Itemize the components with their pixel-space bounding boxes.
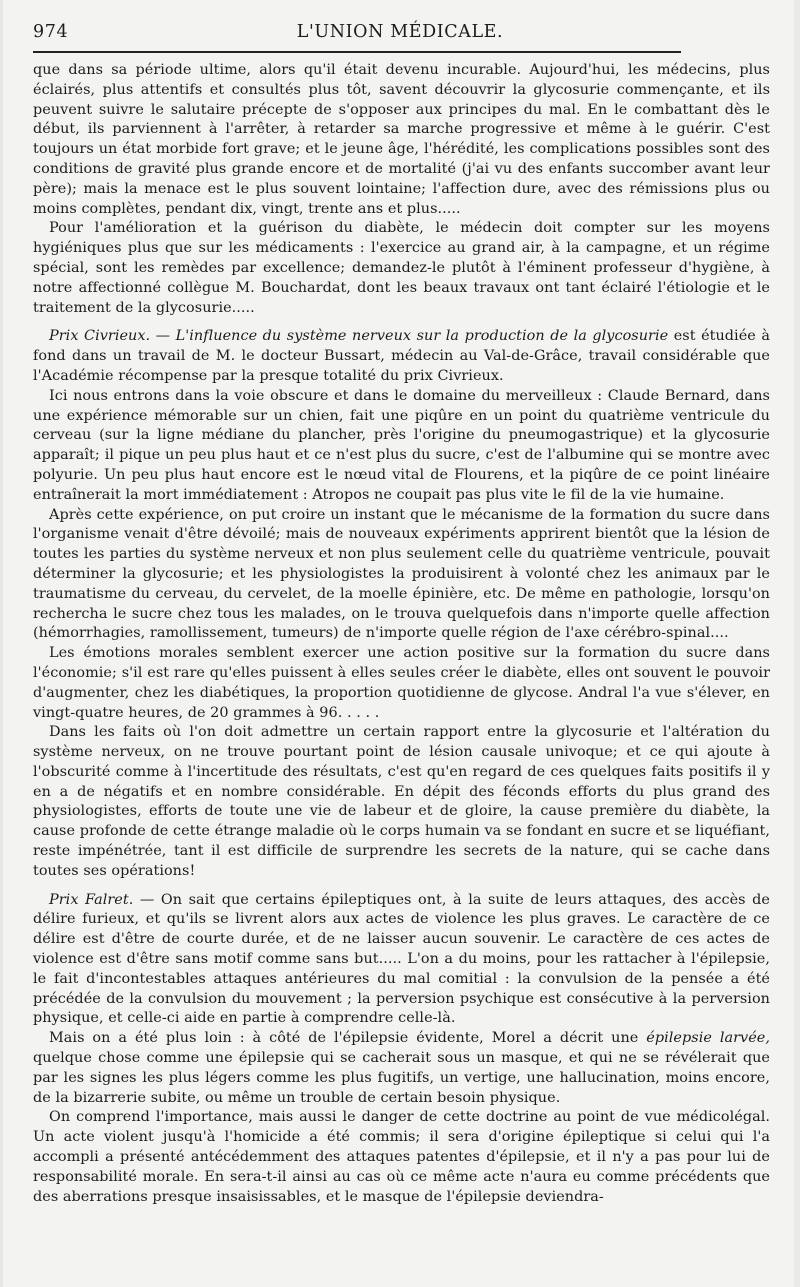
italic-term: épilepsie larvée,: [646, 1030, 770, 1047]
paragraph-systeme-nerveux: Dans les faits où l'on doit admettre un certain rapport entre la glycosurie et l'altération du système nerveux, on ne trouve pourtant point de lésion causale univoque; et ce qui ajoute à l'obscurité comme à l'incertitude des résultats, c'est qu'en regard de ces quelques faits positifs il y en a de négatifs et en nombre considérable. En dépit des féconds efforts du plus grand des physiologistes, efforts de toute une vie de labeur et de gloire, la cause première du diabète, la cause profonde de cette étrange maladie où le corps humain va se fondant en sucre et se liquéfiant, reste impénétrée, tant il est difficile de surprendre les secrets de la nature, qui se cache dans toutes ses opérations!: [33, 724, 770, 879]
running-header: [33, 22, 770, 42]
text-segment: quelque chose comme une épilepsie qui se cacherait sous un masque, et qui ne se révélerait que par les signes les plus légers comme les plus fugitifs, un vertige, une hallucination, moins encore, de la bizarrerie subite, ou même un trouble de certain besoin physique.: [33, 1050, 770, 1106]
page-edge-shadow: [0, 0, 3, 1287]
paragraph-continuation: que dans sa période ultime, alors qu'il était devenu incurable. Aujourd'hui, les médecins, plus éclairés, plus attentifs et consultés plus tôt, savent découvrir la glycosurie commençante, et ils peuvent suivre le salutaire précepte de s'opposer aux principes du mal. En le combattant dès le début, ils parviennent à l'arrêter, à retarder sa marche progressive et même à le guérir. C'est toujours un état morbide fort grave; et le jeune âge, l'hérédité, les complications possibles sont des conditions de gravité plus grande encore et de mortalité (j'ai vu des enfants succomber avant leur père); mais la menace est le plus souvent lointaine; l'affection dure, avec des rémissions plus ou moins complètes, pendant dix, vingt, trente ans et plus.....: [33, 62, 770, 217]
prize-subject: L'influence du système nerveux sur la production de la glycosurie: [175, 328, 669, 345]
paragraph-emotions: Les émotions morales semblent exercer une action positive sur la formation du sucre dans l'économie; s'il est rare qu'elles puissent à elles seules créer le diabète, elles ont souvent le pouvoir d'augmenter, chez les diabétiques, la proportion quotidienne de glycose. Andral l'a vue s'élever, en vingt-quatre heures, de 20 grammes à 96. . . . .: [33, 645, 770, 721]
paragraph-epilepsie-larvee: [33, 1029, 770, 1108]
paragraph-hygiene: Pour l'amélioration et la guérison du diabète, le médecin doit compter sur les moyens hygiéniques plus que sur les médicaments : l'exercice au grand air, à la campagne, et un régime spécial, sont les remèdes par excellence; demandez-le plutôt à l'éminent professeur d'hygiène, à notre affectionné collègue M. Bouchardat, dont les beaux travaux ont tant éclairé l'étiologie et le traitement de la glycosurie.....: [33, 220, 770, 316]
page-number: 974: [33, 22, 69, 42]
paragraph-medico-legal: On comprend l'importance, mais aussi le danger de cette doctrine au point de vue médicolégal. Un acte violent jusqu'à l'homicide a été commis; il sera d'origine épileptique si celui qui l'a accompli a présenté antécédemment des attaques patentes d'épilepsie, et il n'y a pas pour lui de responsabilité morale. En sera-t-il ainsi au cas où ce même acte n'aura eu comme précédents que des aberrations presque insaisissables, et le masque de l'épilepsie deviendra-: [33, 1109, 770, 1205]
page-edge-shadow-right: [794, 0, 800, 1287]
paragraph-claude-bernard: Ici nous entrons dans la voie obscure et dans le domaine du merveilleux : Claude Bernard, dans une expérience mémorable sur un chien, fait une piqûre en un point du quatrième ventricule du cerveau (sur la ligne médiane du plancher, près l'origine du pneumogastrique) et la glycosurie apparaît; il pique un peu plus haut et ce n'est plus du sucre, c'est de l'albumine qui se montre avec polyurie. Un peu plus haut encore est le nœud vital de Flourens, et la piqûre de ce point linéaire entraînerait la mort immédiatement : Atropos ne coupait pas plus vite le fil de la vie humaine.: [33, 387, 770, 503]
paragraph-experience: Après cette expérience, on put croire un instant que le mécanisme de la formation du sucre dans l'organisme venait d'être dévoilé; mais de nouveaux expériments apprirent bientôt que la lésion de toutes les parties du système nerveux et non plus seulement celle du quatrième ventricule, pouvait déterminer la glycosurie; et les physiologistes la produisirent à volonté chez les animaux par le traumatisme du cerveau, du cervelet, de la moelle épinière, etc. De même en pathologie, lorsqu'on rechercha le sucre chez tous les malades, on le trouva quelquefois dans n'importe quelle affection (hémorrhagies, ramollissement, tumeurs) de n'importe quelle région de l'axe cérébro-spinal....: [33, 506, 770, 642]
paragraph-prix-falret: [33, 891, 770, 1030]
prize-dash: —: [150, 328, 176, 345]
article-body: [33, 61, 770, 1207]
header-rule: [33, 51, 681, 53]
prize-text-falret: — On sait que certains épileptiques ont, à la suite de leurs attaques, des accès de délire furieux, et qu'ils se livrent alors aux actes de violence les plus graves. Le caractère de ce délire est d'être de courte durée, et de ne laisser aucun souvenir. Le caractère de ces actes de violence est d'être sans motif comme sans but..... L'on a du moins, pour les rattacher à l'épilepsie, le fait d'incontestables attaques antérieures du mal comitial : la convulsion de la pensée a été précédée de la convulsion du mouvement ; la perversion psychique est consécutive à la perversion physique, et celle-ci aide en partie à comprendre celle-là.: [33, 891, 770, 1027]
prize-label-falret: Prix Falret.: [49, 891, 134, 908]
prize-text: est étudiée à fond dans un travail de M. le docteur Bussart, médecin au Val-de-Grâce, travail considérable que l'Académie récompense par la presque totalité du prix Civrieux.: [33, 328, 770, 384]
paragraph-prix-civrieux: [33, 327, 770, 386]
text-segment: Mais on a été plus loin : à côté de l'épilepsie évidente, Morel a décrit une: [49, 1030, 647, 1047]
prize-label-civrieux: Prix Civrieux.: [49, 328, 151, 345]
running-title: L'UNION MÉDICALE.: [296, 22, 504, 42]
